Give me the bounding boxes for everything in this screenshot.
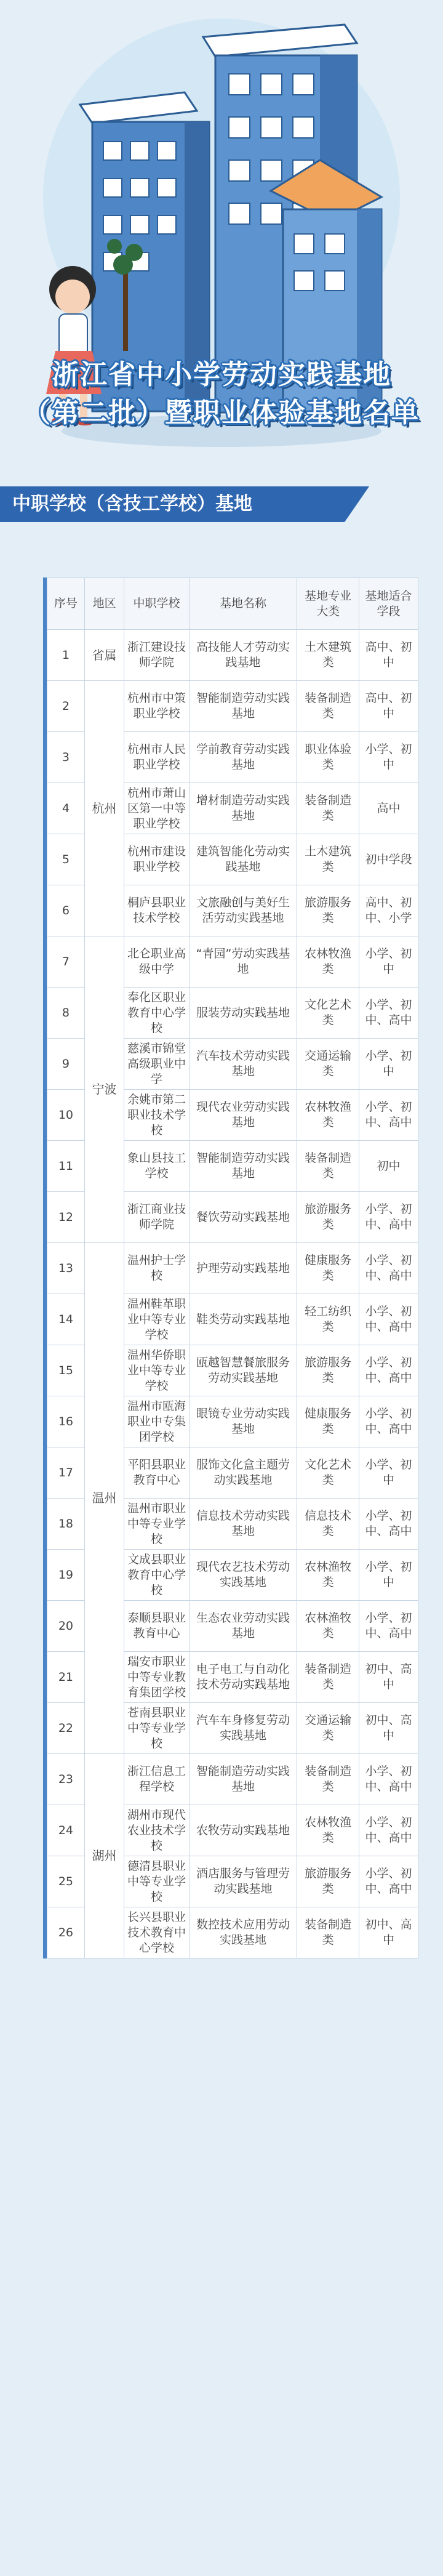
cell-school: 温州华侨职业中等专业学校 [124,1345,189,1396]
cell-area: 杭州 [84,681,124,936]
cell-category: 土木建筑类 [297,834,359,885]
table-row [47,630,418,681]
cell-base: 智能制造劳动实践基地 [189,1754,297,1805]
cell-no: 20 [47,1601,85,1652]
cell-base: 学前教育劳动实践基地 [189,732,297,783]
cell-school: 苍南县职业中等专业学校 [124,1703,189,1754]
cell-base: 增材制造劳动实践基地 [189,783,297,834]
cell-base: “青园”劳动实践基地 [189,936,297,988]
cell-area: 湖州 [84,1754,124,1958]
cell-category: 农林渔牧类 [297,1550,359,1601]
cell-no: 7 [47,936,85,988]
cell-stage: 小学、初中、高中 [359,1090,418,1141]
cell-category: 农林牧渔类 [297,936,359,988]
cell-base: 智能制造劳动实践基地 [189,1141,297,1192]
cell-category: 装备制造类 [297,1754,359,1805]
cell-no: 15 [47,1345,85,1396]
cell-base: 服饰文化盒主题劳动实践基地 [189,1447,297,1499]
cell-no: 14 [47,1294,85,1345]
base-list-table [47,578,418,1958]
cell-school: 杭州市建设职业学校 [124,834,189,885]
header-no: 序号 [47,578,85,630]
cell-no: 19 [47,1550,85,1601]
cell-category: 健康服务类 [297,1243,359,1294]
header-stage: 基地适合学段 [359,578,418,630]
cell-category: 装备制造类 [297,1652,359,1703]
cell-category: 旅游服务类 [297,1192,359,1243]
cell-base: 瓯越智慧餐旅服务劳动实践基地 [189,1345,297,1396]
banner-tail-decoration [345,486,443,522]
header-category: 基地专业大类 [297,578,359,630]
cell-base: 汽车车身修复劳动实践基地 [189,1703,297,1754]
cell-school: 温州鞋革职业中等专业学校 [124,1294,189,1345]
cell-base: 数控技术应用劳动实践基地 [189,1907,297,1958]
cell-school: 余姚市第二职业技术学校 [124,1090,189,1141]
cell-base: 现代农艺技术劳动实践基地 [189,1550,297,1601]
section-banner-label: 中职学校（含技工学校）基地 [12,493,252,515]
cell-base: 生态农业劳动实践基地 [189,1601,297,1652]
table-row [47,1754,418,1805]
cell-school: 温州市瓯海职业中专集团学校 [124,1396,189,1447]
cell-school: 桐庐县职业技术学校 [124,885,189,936]
cell-stage: 小学、初中、高中 [359,1243,418,1294]
cell-school: 文成县职业教育中心学校 [124,1550,189,1601]
cell-stage: 小学、初中、高中 [359,1294,418,1345]
cell-school: 杭州市萧山区第一中等职业学校 [124,783,189,834]
cell-stage: 小学、初中、高中 [359,1805,418,1856]
cell-base: 餐饮劳动实践基地 [189,1192,297,1243]
cell-category: 文化艺术类 [297,1447,359,1499]
cell-category: 健康服务类 [297,1396,359,1447]
cell-category: 农林牧渔类 [297,1805,359,1856]
section-banner [0,486,443,522]
cell-stage: 小学、初中 [359,1447,418,1499]
cell-school: 象山县技工学校 [124,1141,189,1192]
cell-school: 北仑职业高级中学 [124,936,189,988]
cell-category: 信息技术类 [297,1499,359,1550]
cell-base: 信息技术劳动实践基地 [189,1499,297,1550]
cell-stage: 小学、初中、高中 [359,1499,418,1550]
cell-base: 建筑智能化劳动实践基地 [189,834,297,885]
cell-school: 杭州市人民职业学校 [124,732,189,783]
cell-school: 泰顺县职业教育中心 [124,1601,189,1652]
table-row [47,936,418,988]
cell-stage: 小学、初中、高中 [359,1345,418,1396]
title-line-1: 浙江省中小学劳动实践基地 [52,359,391,390]
cell-no: 21 [47,1652,85,1703]
cell-base: 文旅融创与美好生活劳动实践基地 [189,885,297,936]
cell-category: 轻工纺织类 [297,1294,359,1345]
cell-stage: 小学、初中、高中 [359,1754,418,1805]
cell-stage: 小学、初中 [359,936,418,988]
cell-no: 26 [47,1907,85,1958]
cell-category: 旅游服务类 [297,1856,359,1907]
cell-no: 4 [47,783,85,834]
cell-no: 13 [47,1243,85,1294]
cell-category: 装备制造类 [297,1907,359,1958]
cell-school: 杭州市中策职业学校 [124,681,189,732]
cell-school: 慈溪市锦堂高级职业中学 [124,1039,189,1090]
cell-school: 奉化区职业教育中心学校 [124,988,189,1039]
cell-stage: 初中、高中 [359,1703,418,1754]
cell-base: 酒店服务与管理劳动实践基地 [189,1856,297,1907]
cell-stage: 初中、高中 [359,1652,418,1703]
cell-stage: 小学、初中、高中 [359,988,418,1039]
cell-no: 23 [47,1754,85,1805]
cell-no: 2 [47,681,85,732]
cell-base: 现代农业劳动实践基地 [189,1090,297,1141]
cell-stage: 高中、初中 [359,681,418,732]
table-row [47,681,418,732]
cell-no: 24 [47,1805,85,1856]
cell-no: 6 [47,885,85,936]
cell-stage: 小学、初中、高中 [359,1856,418,1907]
cell-no: 9 [47,1039,85,1090]
hero-illustration [0,0,443,480]
title-line-2: （第二批）暨职业体验基地名单 [23,397,420,429]
cell-no: 16 [47,1396,85,1447]
cell-school: 浙江商业技师学院 [124,1192,189,1243]
cell-area: 温州 [84,1243,124,1754]
cell-no: 22 [47,1703,85,1754]
cell-stage: 高中 [359,783,418,834]
cell-no: 11 [47,1141,85,1192]
cell-school: 温州市职业中等专业学校 [124,1499,189,1550]
cell-base: 高技能人才劳动实践基地 [189,630,297,681]
cell-no: 1 [47,630,85,681]
cell-stage: 小学、初中 [359,732,418,783]
cell-no: 18 [47,1499,85,1550]
cell-stage: 小学、初中 [359,1039,418,1090]
cell-stage: 初中学段 [359,834,418,885]
header-area: 地区 [84,578,124,630]
cell-stage: 初中、高中 [359,1907,418,1958]
cell-stage: 小学、初中、高中 [359,1601,418,1652]
cell-category: 装备制造类 [297,1141,359,1192]
cell-category: 交通运输类 [297,1703,359,1754]
table-row [47,1243,418,1294]
cell-stage: 小学、初中 [359,1550,418,1601]
cell-base: 眼镜专业劳动实践基地 [189,1396,297,1447]
cell-school: 浙江信息工程学校 [124,1754,189,1805]
table-body [47,630,418,1958]
cell-no: 12 [47,1192,85,1243]
cell-base: 鞋类劳动实践基地 [189,1294,297,1345]
cell-category: 装备制造类 [297,783,359,834]
cell-no: 3 [47,732,85,783]
cell-base: 汽车技术劳动实践基地 [189,1039,297,1090]
cell-area: 宁波 [84,936,124,1243]
cell-stage: 高中、初中、小学 [359,885,418,936]
cell-base: 服装劳动实践基地 [189,988,297,1039]
cell-stage: 高中、初中 [359,630,418,681]
cell-base: 电子电工与自动化技术劳动实践基地 [189,1652,297,1703]
cell-category: 旅游服务类 [297,885,359,936]
cell-no: 5 [47,834,85,885]
cell-no: 17 [47,1447,85,1499]
cell-category: 文化艺术类 [297,988,359,1039]
cell-area: 省属 [84,630,124,681]
cell-stage: 小学、初中、高中 [359,1396,418,1447]
table-header-row [47,578,418,630]
cell-school: 平阳县职业教育中心 [124,1447,189,1499]
cell-base: 智能制造劳动实践基地 [189,681,297,732]
header-school: 中职学校 [124,578,189,630]
cell-category: 装备制造类 [297,681,359,732]
cell-no: 10 [47,1090,85,1141]
cell-category: 农林渔牧类 [297,1601,359,1652]
cell-school: 浙江建设技师学院 [124,630,189,681]
cell-school: 湖州市现代农业技术学校 [124,1805,189,1856]
cell-school: 德清县职业中等专业学校 [124,1856,189,1907]
page-title [0,356,443,432]
cell-no: 8 [47,988,85,1039]
cell-base: 农牧劳动实践基地 [189,1805,297,1856]
base-list-table-wrapper [43,578,418,1958]
cell-category: 土木建筑类 [297,630,359,681]
cell-category: 职业体验类 [297,732,359,783]
cell-stage: 小学、初中、高中 [359,1192,418,1243]
cell-base: 护理劳动实践基地 [189,1243,297,1294]
cell-stage: 初中 [359,1141,418,1192]
cell-school: 温州护士学校 [124,1243,189,1294]
cell-no: 25 [47,1856,85,1907]
header-base: 基地名称 [189,578,297,630]
cell-school: 瑞安市职业中等专业教育集团学校 [124,1652,189,1703]
cell-category: 农林牧渔类 [297,1090,359,1141]
cell-category: 交通运输类 [297,1039,359,1090]
cell-category: 旅游服务类 [297,1345,359,1396]
cell-school: 长兴县职业技术教育中心学校 [124,1907,189,1958]
